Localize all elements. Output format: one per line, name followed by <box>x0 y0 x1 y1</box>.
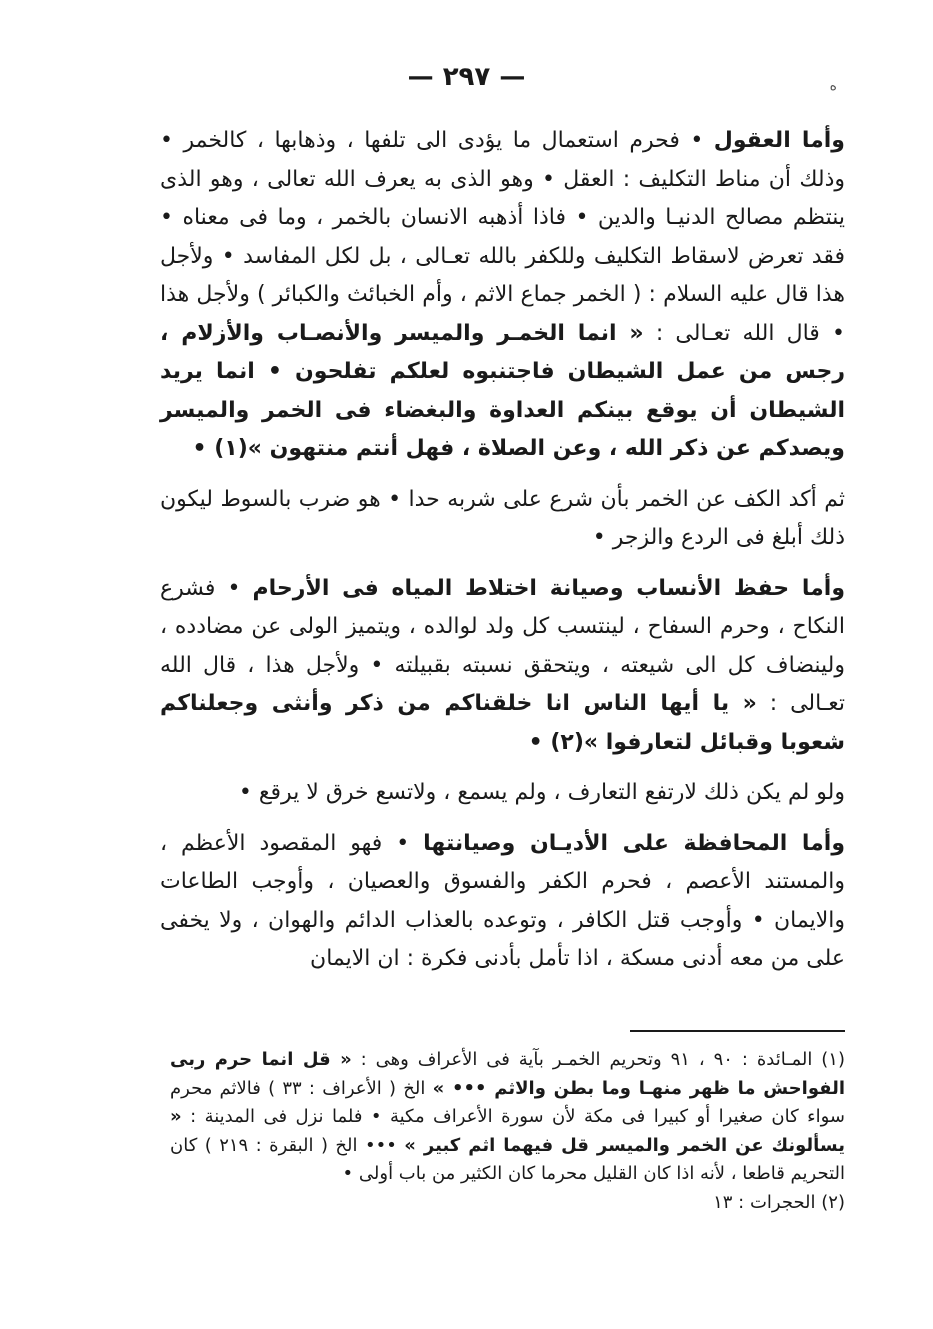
paragraph-acquaintance <box>160 774 845 813</box>
paragraph-lead: وأما المحافظة على الأديـان وصيانتها <box>423 830 845 856</box>
quran-quote: « انما الخمـر والميسر والأنصـاب والأزلام ، رجس من عمل الشيطان فاجتنبوه لعلكم تفلحون • انما يريد الشيطان أن يوقع بينكم العداوة والبغضاء فى الخمر والميسر ويصدكم عن ذكر الله ، وعن الصلاة ، فهل أنتم منتهون »(١) • <box>160 320 845 461</box>
footnotes <box>170 1046 845 1217</box>
quran-quote: « قل انما حرم ربى الفواحش ما ظهر منهـا وما بطن والاثم ••• » <box>170 1049 845 1099</box>
paragraph-text: ثم أكد الكف عن الخمر بأن شرع على شربه حدا • هو ضرب بالسوط ليكون ذلك أبلغ فى الردع والزجر • <box>160 486 845 550</box>
page-speck: ﻩ <box>829 78 837 94</box>
footnote-1 <box>170 1046 845 1189</box>
footnote-text: الخ ( الأعراف : ٣٣ ) فالاثم محرم سواء كان صغيرا أو كبيرا فى مكة لأن سورة الأعراف مكية • فلما نزل فى المدينة : <box>170 1077 845 1127</box>
quran-quote: « يا أيها الناس انا خلقناكم من ذكر وأنثى وجعلناكم شعوبا وقبائل لتعارفوا »(٢) • <box>160 691 845 755</box>
paragraph-religion <box>160 825 845 979</box>
paragraph-lineage <box>160 570 845 763</box>
paragraph-text: ولو لم يكن ذلك لارتفع التعارف ، ولم يسمع ، ولاتسع خرق لا يرقع • <box>238 780 845 805</box>
paragraph-text: • فشرع النكاح ، وحرم السفاح ، لينتسب كل ولد لوالده ، ويتميز الولى عن مضادده ، ولينضاف كل الى شيعته ، ويتحقق نسبته بقبيلته • ولأجل هذا ، قال الله تعـالى : <box>160 575 845 716</box>
footnote-text: (٢) الحجرات : ١٣ <box>713 1191 845 1213</box>
quran-quote: « يسألونك عن الخمر والميسر قل فيهما اثم كبير » <box>170 1106 845 1156</box>
page-number: — ٢٩٧ — <box>407 62 526 92</box>
paragraph-punishment <box>160 481 845 558</box>
body-text <box>160 122 845 991</box>
paragraph-intellect <box>160 122 845 469</box>
paragraph-lead: وأما العقول <box>713 128 845 153</box>
footnote-text: ••• الخ ( البقرة : ٢١٩ ) كان التحريم قاطعا ، لأنه اذا كان القليل محرما كان الكثير من باب أولى • <box>170 1134 845 1184</box>
paragraph-lead: وأما حفظ الأنساب وصيانة اختلاط المياه فى الأرحام <box>252 575 846 601</box>
footnote-text: (١) المـائدة : ٩٠ ، ٩١ وتحريم الخمـر بآية فى الأعراف وهى : <box>351 1049 845 1070</box>
footnote-divider <box>630 1030 845 1032</box>
paragraph-text: • فهو المقصود الأعظم ، والمستند الأعصم ، فحرم الكفر والفسوق والعصيان ، وأوجب الطاعات والايمان • وأوجب قتل الكافر ، وتوعده بالعذاب الدائم والهوان ، ولا يخفى على من معه أدنى مسكة ، اذا تأمل بأدنى فكرة : ان الايمان <box>160 830 845 971</box>
footnote-2 <box>170 1189 845 1218</box>
paragraph-text: • فحرم استعمال ما يؤدى الى تلفها ، وذهابها ، كالخمر • وذلك أن مناط التكليف : العقل • وهو الذى به يعرف الله تعالى ، وهو الذى ينتظم مصالح الدنيـا والدين • فاذا أذهبه الانسان بالخمر ، وما فى معناه • فقد تعرض لاسقاط التكليف وللكفر بالله تعـالى ، بل لكل المفاسد • ولأجل هذا قال عليه السلام : ( الخمر جماع الاثم ، وأم الخبائث والكبائر ) ولأجل هذا • قال الله تعـالى : <box>160 128 845 346</box>
